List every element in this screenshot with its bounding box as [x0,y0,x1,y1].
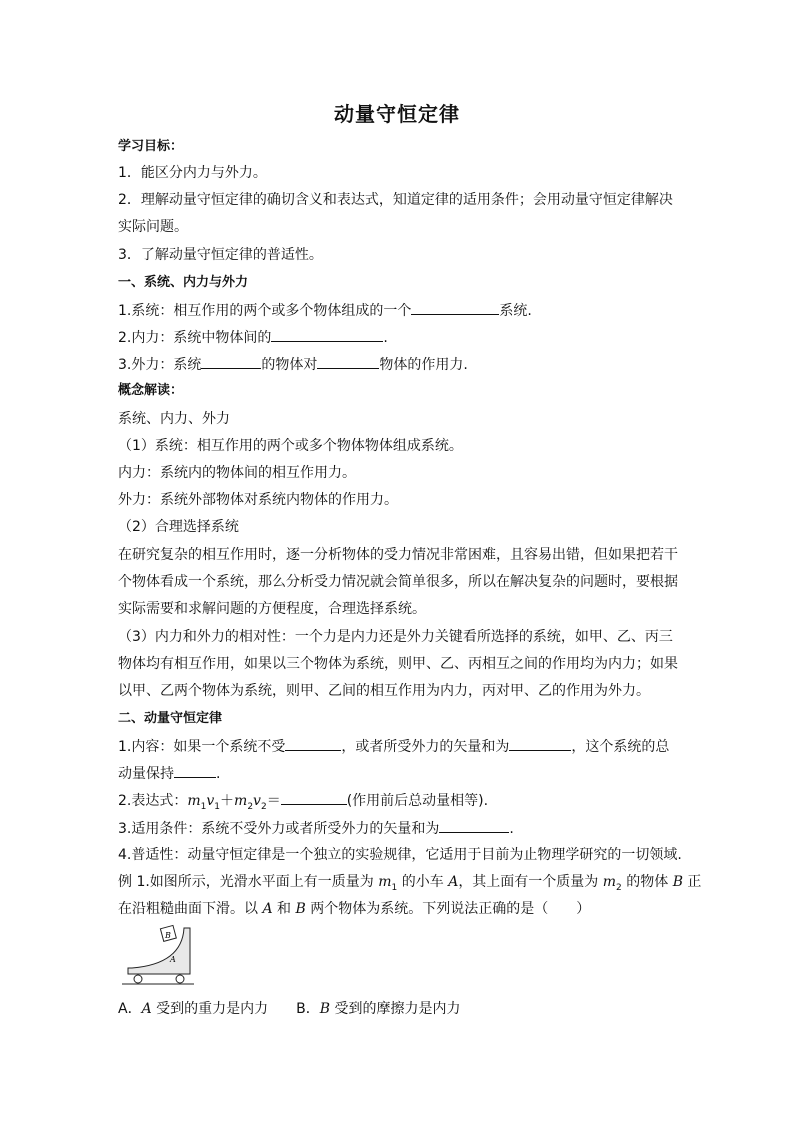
example-text: 在沿粗糙曲面下滑。以 [118,901,263,917]
wheel [176,975,184,983]
s1-item-3-text-a: 3.外力：系统 [118,357,202,373]
section-2-heading: 二、动量守恒定律 [118,711,223,726]
concept-line: 以甲、乙两个物体为系统，则甲、乙间的相互作用为内力，丙对甲、乙的作用为外力。 [118,683,650,699]
concept-line: （3）内力和外力的相对性：一个力是内力还是外力关键看所选择的系统，如甲、乙、丙三 [118,629,673,645]
s2-item-3-text-a: 3.适用条件：系统不受外力或者所受外力的矢量和为 [118,821,440,837]
concept-line: 实际需要和求解问题的方便程度，合理选择系统。 [118,601,426,617]
fill-blank[interactable] [509,737,571,751]
example-text: 的物体 [621,874,673,890]
option-a-text: 受到的重力是内力 [151,1001,269,1017]
formula-v1: v [206,793,215,809]
formula-sub: 1 [214,801,221,812]
formula-m1: m [187,793,201,809]
fill-blank[interactable] [201,355,261,369]
var-m: m [602,874,617,890]
fill-blank[interactable] [281,791,347,805]
concept-line: 在研究复杂的相互作用时，逐一分析物体的受力情况非常困难，且容易出错，但如果把若干 [118,547,678,563]
concept-line: （2）合理选择系统 [118,519,239,535]
formula-v2: v [253,793,261,809]
s2-item-3-text-b: . [509,821,514,837]
option-b-letter: B． [296,1001,320,1017]
s2-item-1-text-c: ，这个系统的总 [571,739,670,755]
s2-item-3 [118,819,688,838]
s1-item-3-text-c: 物体的作用力. [379,357,468,373]
formula-sub: 2 [260,801,267,812]
fill-blank[interactable] [411,301,499,315]
concept-line: 物体均有相互作用，如果以三个物体为系统，则甲、乙、丙相互之间的作用均为内力；如果 [118,656,678,672]
fill-blank[interactable] [439,819,509,833]
formula-sub: 2 [247,801,254,812]
formula-equals: ＝ [266,793,281,809]
s2-item-1-text-b: ，或者所受外力的矢量和为 [341,739,510,755]
formula-m2: m [234,793,248,809]
s2-item-1-text-d: 动量保持 [118,766,174,782]
fill-blank[interactable] [174,764,216,778]
label-A: A [170,955,176,964]
formula-plus: ＋ [220,793,235,809]
s1-item-3-text-b: 的物体对 [261,357,318,373]
s1-item-2-text-b: . [383,330,388,346]
objective-1: 1．能区分内力与外力。 [118,165,267,181]
s2-item-2-note: (作用前后总动量相等). [346,793,489,809]
objective-2-line2: 实际问题。 [118,219,188,235]
s1-item-1 [118,301,688,320]
example-text: 例 1.如图所示，光滑水平面上有一质量为 [118,874,379,890]
var-A: A [262,901,273,917]
formula-sub: 2 [616,882,622,893]
s2-item-2 [118,791,688,816]
concept-heading: 概念解读： [118,383,184,398]
s2-item-1-text-e: . [216,766,221,782]
example-1-line1 [118,873,702,897]
s1-item-1-text-a: 1.系统：相互作用的两个或多个物体组成的一个 [118,303,412,319]
options-row [118,1000,688,1018]
cart-A-body [128,928,190,974]
option-b-text: 受到的摩擦力是内力 [330,1001,461,1017]
concept-line: （1）系统：相互作用的两个或多个物体物体组成系统。 [118,438,463,454]
s2-item-2-label: 2.表达式： [118,793,188,809]
concept-line: 系统、内力、外力 [118,411,230,427]
var-B: B [319,1001,331,1017]
fill-blank[interactable] [285,737,341,751]
option-a-letter: A． [118,1001,142,1017]
example-1-line2 [118,900,688,918]
option-b[interactable] [296,1001,460,1017]
label-B: B [165,931,171,940]
section-1-heading: 一、系统、内力与外力 [118,275,249,290]
var-B: B [672,874,683,890]
objectives-heading: 学习目标： [118,139,184,154]
s2-item-1-line1 [118,737,688,756]
formula-sub: 1 [200,801,207,812]
example-text: 两个物体为系统。下列说法正确的是（ ） [305,901,591,917]
cart-incline-figure [118,924,198,986]
objective-2-line1: 2．理解动量守恒定律的确切含义和表达式，知道定律的适用条件；会用动量守恒定律解决 [118,192,673,208]
concept-line: 内力：系统内的物体间的相互作用力。 [118,465,356,481]
formula-sub: 1 [391,882,398,893]
example-text: 正 [682,874,702,890]
option-a[interactable] [118,1001,268,1017]
var-A: A [141,1001,152,1017]
example-text: ，其上面有一个质量为 [458,874,603,890]
s2-item-4: 4.普适性：动量守恒定律是一个独立的实验规律，它适用于目前为止物理学研究的一切领域. [118,847,682,863]
s1-item-3 [118,355,688,374]
var-B: B [295,901,306,917]
page-title: 动量守恒定律 [334,102,460,126]
fill-blank[interactable] [317,355,379,369]
fill-blank[interactable] [271,328,383,342]
example-text: 和 [272,901,296,917]
example-text: 的小车 [397,874,449,890]
objective-3: 3．了解动量守恒定律的普适性。 [118,247,323,263]
concept-line: 外力：系统外部物体对系统内物体的作用力。 [118,492,398,508]
var-m: m [378,874,392,890]
var-A: A [448,874,459,890]
concept-line: 个物体看成一个系统，那么分析受力情况就会简单很多，所以在解决复杂的问题时，要根据 [118,574,678,590]
s1-item-1-text-b: 系统. [499,303,532,319]
s1-item-2-text-a: 2.内力：系统中物体间的 [118,330,272,346]
s1-item-2 [118,328,688,347]
s2-item-1-line2 [118,764,688,783]
s2-item-1-text-a: 1.内容：如果一个系统不受 [118,739,286,755]
wheel [134,975,142,983]
